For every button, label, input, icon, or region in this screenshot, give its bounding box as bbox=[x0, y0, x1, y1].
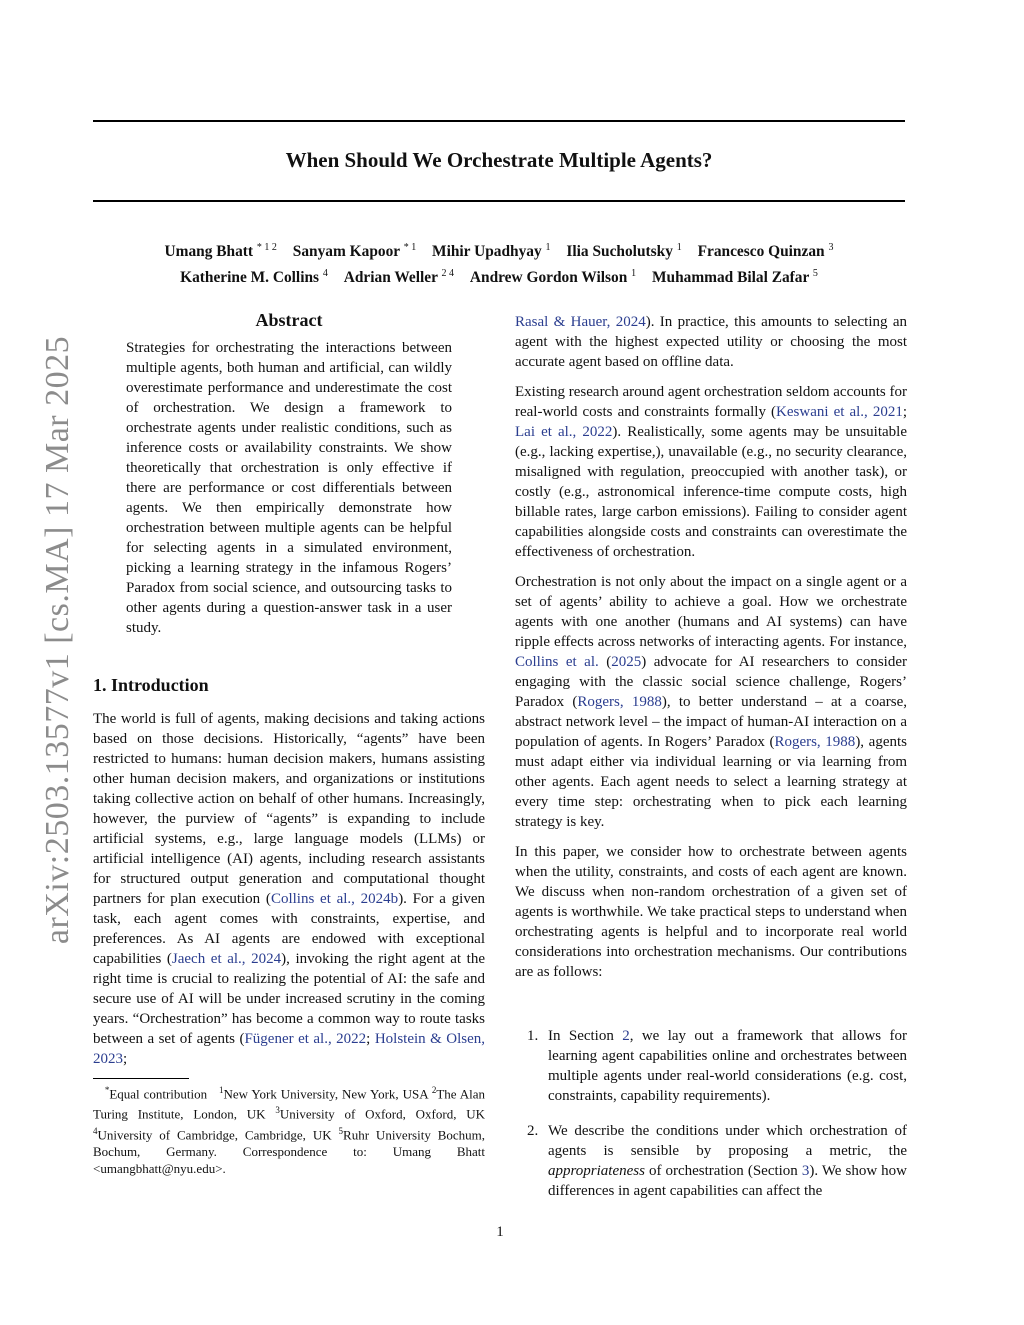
list-item: 2. We describe the conditions under which orchestration of agents is sensible by proposing a metric, the appropriateness of orchestration (Section 3). We show how differences in agent capabilities can affect the bbox=[527, 1123, 908, 1199]
citation-link[interactable]: Collins et al. bbox=[515, 654, 599, 670]
citation-link[interactable]: Lai et al., 2022 bbox=[515, 424, 613, 440]
citation-link[interactable]: Keswani et al., 2021 bbox=[776, 404, 903, 420]
paper-title: When Should We Orchestrate Multiple Agents? bbox=[285, 148, 713, 172]
citation-link[interactable]: Rogers, 1988 bbox=[774, 734, 856, 750]
author: Ilia Sucholutsky $^1$ bbox=[566, 242, 682, 261]
introduction-heading: 1. Introduction bbox=[93, 675, 209, 695]
author-line-2 bbox=[93, 263, 905, 289]
contributions-list bbox=[515, 1026, 907, 1216]
section-reference-link[interactable]: 3 bbox=[801, 1163, 810, 1179]
footnote-rule bbox=[93, 1078, 189, 1079]
list-item: 1. In Section 2, we lay out a framework that allows for learning agent capabilities online and orchestrates between multiple agents under real-world considerations (e.g. cost, constraints, capability requirements). bbox=[527, 1028, 907, 1104]
abstract-text: Strategies for orchestrating the interactions between multiple agents, both human and artificial, can wildly overestimate performance and underestimate the cost of orchestration. We design a framework to orchestrate agents under realistic conditions, such as inference costs or availability constraints. We show theoretically that orchestration is only effective if there are performance or cost differentials between agents. We then empirically demonstrate how orchestration between multiple agents can be helpful for selecting agents in a simulated environment, picking a learning strategy in the infamous Rogers’ Paradox from social science, and outsourcing tasks to other agents during a question-answer task in a user study. bbox=[126, 340, 452, 636]
body-paragraph: Existing research around agent orchestration seldom accounts for real-world costs and constraints formally (Keswani et al., 2021; Lai et al., 2022). Realistically, some agents may be unsuitable (e.g., lacking expertise,), unavailable (e.g., no security clearance, misaligned with regulation, preoccupied with another task), or costly (e.g., astronomical inference-time compute costs, high billable rates, large carbon emissions). Failing to consider agent capabilities alongside costs and constraints can overestimate the effectiveness of orchestration. bbox=[515, 384, 908, 560]
body-paragraph: Rasal & Hauer, 2024). In practice, this amounts to selecting an agent with the highest expected utility or choosing the most accurate agent based on offline data. bbox=[515, 314, 907, 370]
title-bottom-rule bbox=[93, 200, 905, 202]
abstract-heading: Abstract bbox=[255, 310, 323, 330]
author: Mihir Upadhyay $^1$ bbox=[432, 242, 551, 261]
arxiv-identifier: arXiv:2503.13577v1 [cs.MA] 17 Mar 2025 bbox=[39, 335, 76, 945]
body-paragraph: Orchestration is not only about the impact on a single agent or a set of agents’ ability to achieve a goal. How we orchestrate agents with one another (humans and AI systems) can have ripple effects across networks of interacting agents. For instance, Collins et al. (2025) advocate for AI researchers to consider engaging with the classic social science challenge, Rogers’ Paradox (Rogers, 1988), to better understand – at a coarse, abstract network level – the impact of human-AI interaction on a population of agents. In Rogers’ Paradox (Rogers, 1988), agents must adapt either via individual learning or via learning from other agents. Each agent needs to select a learning strategy at every time step: orchestrating when to pick each learning strategy is key. bbox=[515, 574, 907, 830]
author: Sanyam Kapoor $^{* 1}$ bbox=[292, 242, 417, 261]
citation-link[interactable]: Holstein & Olsen, 2023 bbox=[93, 1031, 485, 1067]
author-list bbox=[93, 237, 905, 289]
citation-link[interactable]: Rogers, 1988 bbox=[577, 694, 662, 710]
citation-link[interactable]: Jaech et al., 2024 bbox=[171, 951, 282, 967]
affiliation-footnote: *Equal contribution $^1$New York University, New York, USA $^2$The Alan Turing Institute, London, UK $^3$University of Oxford, Oxford, UK $^4$University of Cambridge, Cambridge, UK $^5$Ruhr University Bochum, Bochum, Germany. Correspondence to: Umang Bhatt <umangbhatt@nyu.edu>. bbox=[93, 1085, 486, 1176]
author: Katherine M. Collins $^4$ bbox=[180, 268, 328, 287]
page-number: 1 bbox=[496, 1224, 504, 1240]
citation-link[interactable]: Collins et al., 2024b bbox=[270, 891, 399, 907]
citation-link[interactable]: Fügener et al., 2022 bbox=[244, 1031, 367, 1047]
section-reference-link[interactable]: 2 bbox=[622, 1028, 630, 1044]
citation-link[interactable]: 2025 bbox=[611, 654, 642, 670]
citation-link[interactable]: Rasal & Hauer, 2024 bbox=[515, 314, 646, 330]
introduction-paragraph: The world is full of agents, making decisions and taking actions based on those decisions. Historically, “agents” have been restricted to humans: human decision makers, humans assisting other human decision makers, and organizations or institutions taking collective action on behalf of other humans. Increasingly, however, the purview of “agents” is expanding to include artificial systems, e.g., large language models (LLMs) or artificial intelligence (AI) agents, including research assistants for structured output generation and computational thought partners for plan execution (Collins et al., 2024b). For a given task, each agent comes with constraints, expertise, and preferences. As AI agents are endowed with exceptional capabilities (Jaech et al., 2024), invoking the right agent at the right time is crucial to realizing the potential of AI: the safe and secure use of AI will be under increased scrutiny in the coming years. “Orchestration” has become a common way to route tasks between a set of agents (Fügener et al., 2022; Holstein & Olsen, 2023; bbox=[93, 711, 485, 1067]
author-line-1 bbox=[93, 237, 905, 263]
title-top-rule bbox=[93, 120, 905, 122]
body-paragraph: In this paper, we consider how to orchestrate between agents when the utility, constraints, and costs of each agent are known. We discuss when non-random orchestration of a given set of agents is worthwhile. We take practical steps to understand when orchestrating agents is helpful and to incorporate real world considerations into orchestration mechanisms. Our contributions are as follows: bbox=[515, 844, 907, 980]
right-column bbox=[515, 312, 907, 992]
author: Muhammad Bilal Zafar $^5$ bbox=[651, 268, 818, 287]
author: Adrian Weller $^{2 4}$ bbox=[343, 268, 455, 287]
author: Andrew Gordon Wilson $^1$ bbox=[469, 268, 637, 287]
author: Umang Bhatt $^{* 1 2}$ bbox=[164, 242, 277, 261]
author: Francesco Quinzan $^3$ bbox=[697, 242, 834, 261]
